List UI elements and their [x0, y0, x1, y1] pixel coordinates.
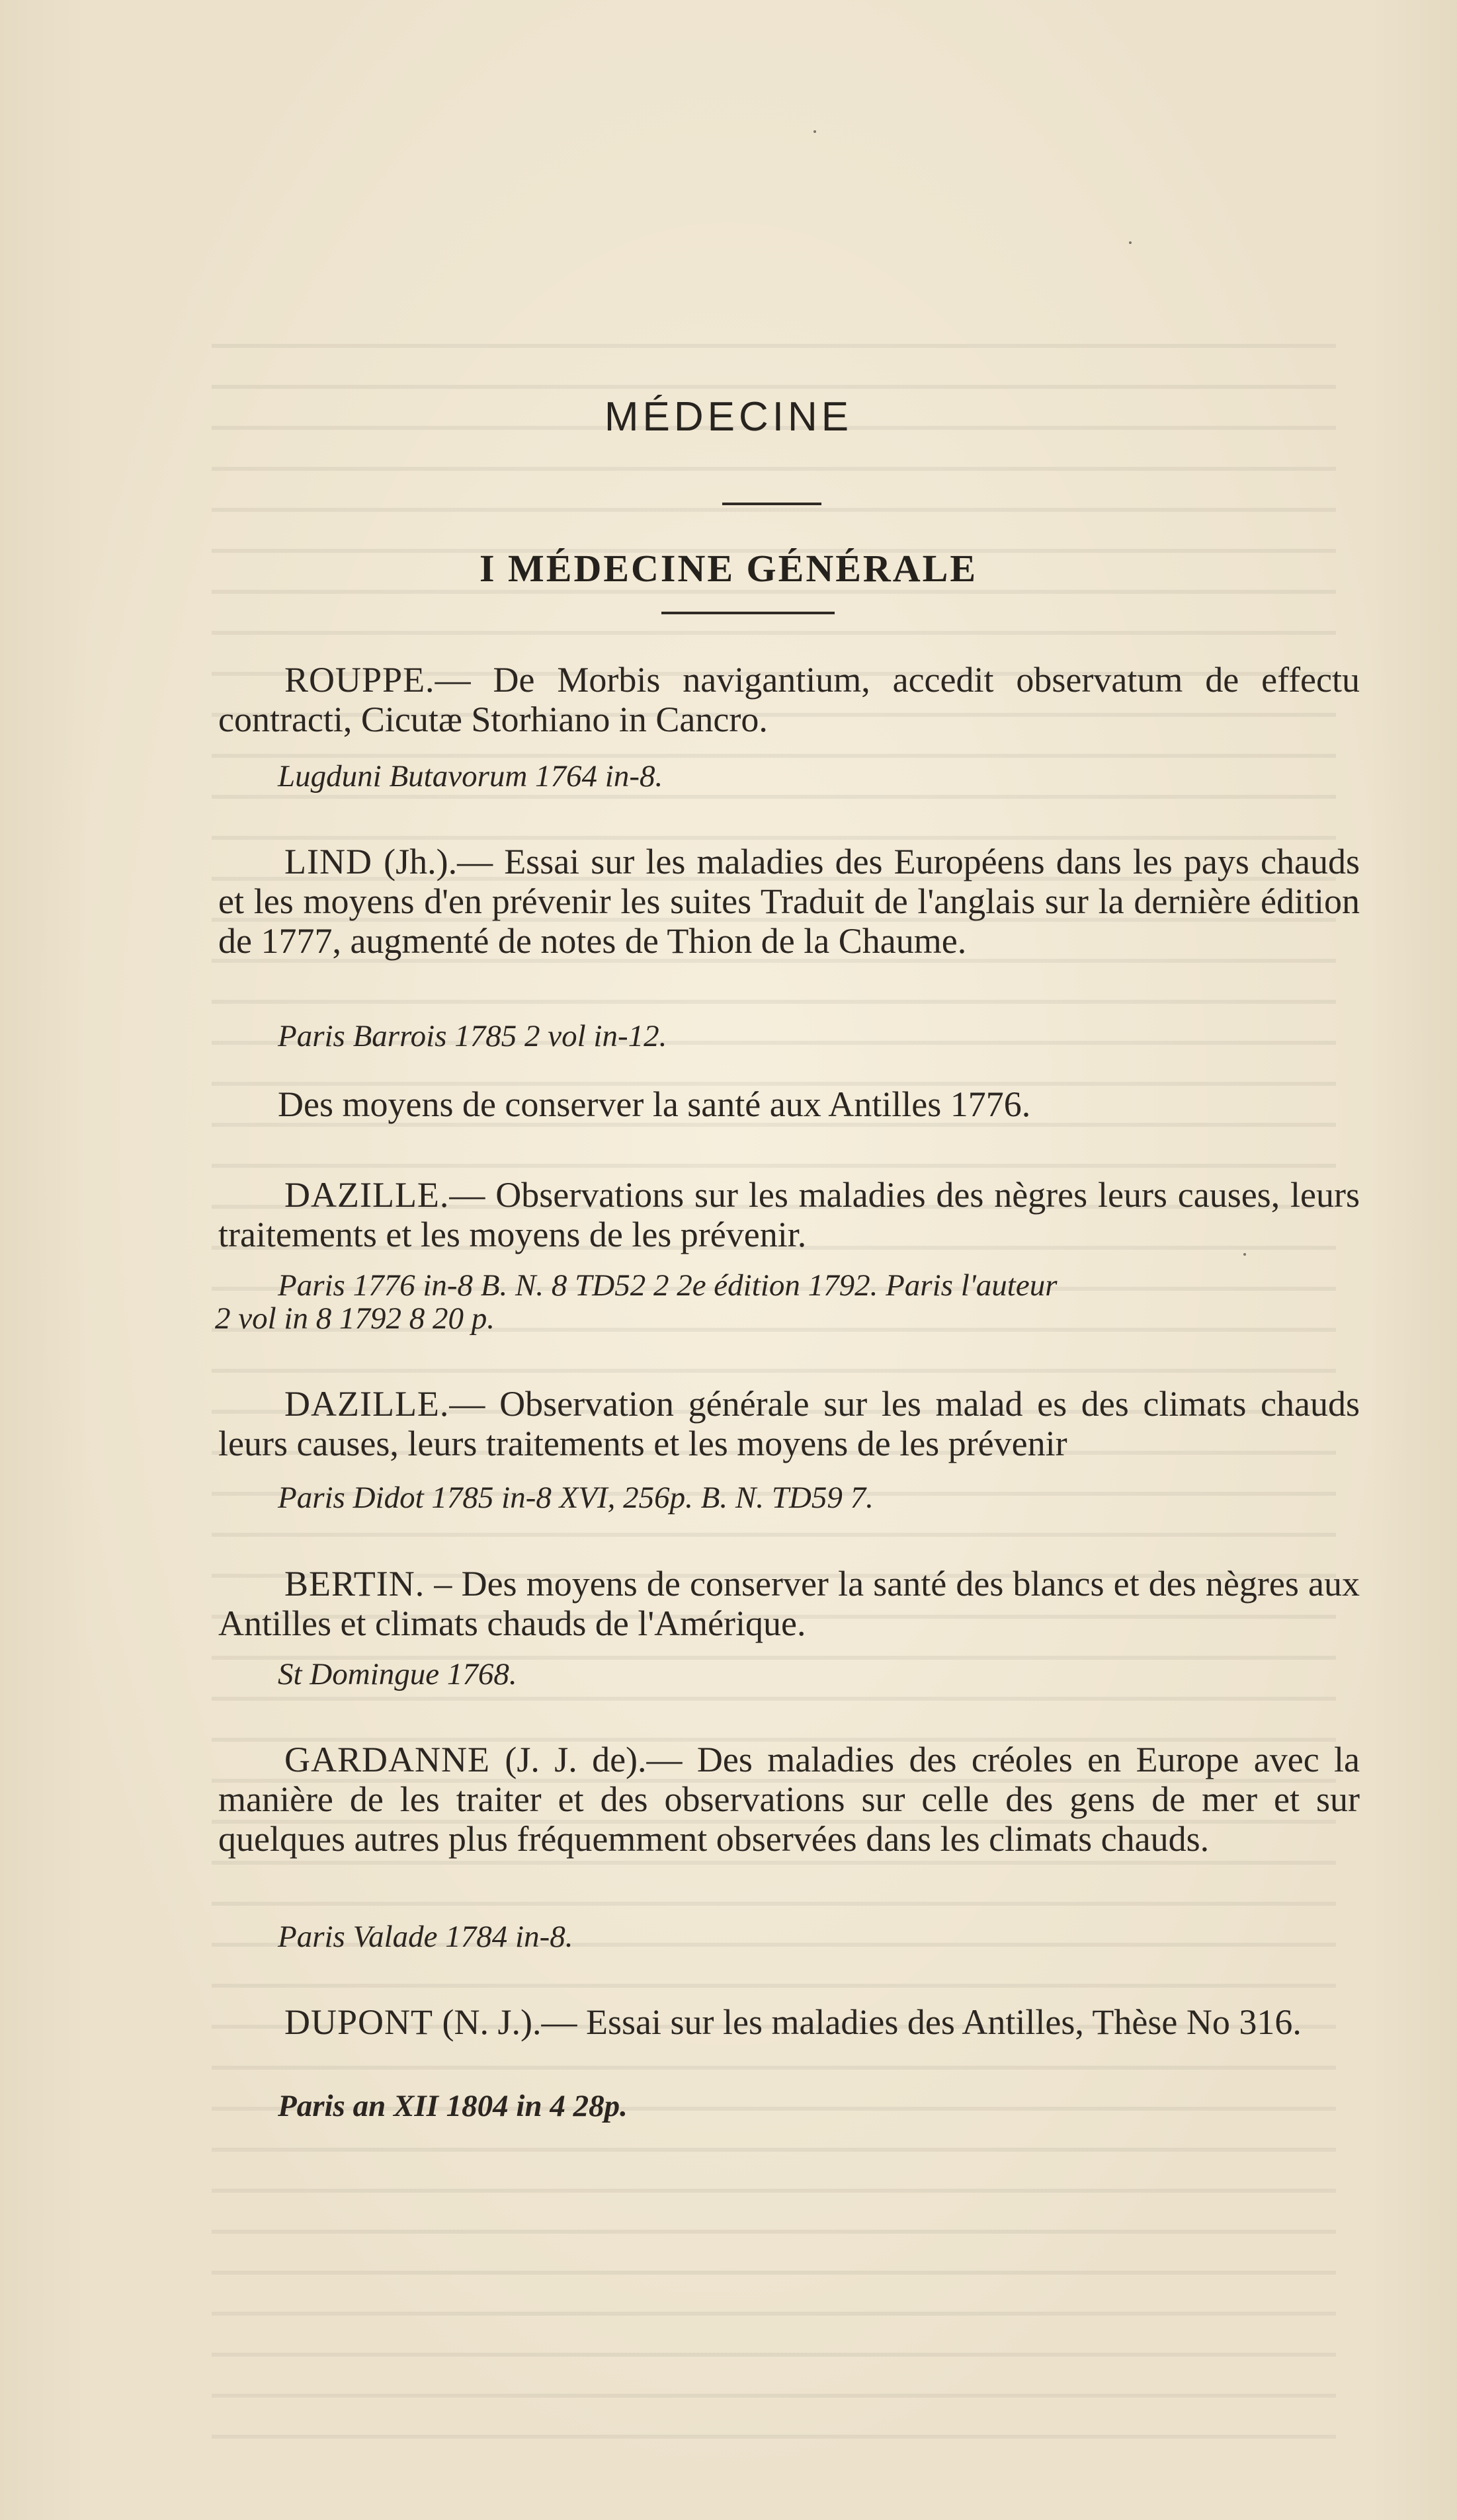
bibliography-entry-6 [218, 1740, 1360, 1859]
title-underline [722, 503, 821, 505]
entry-author: GARDANNE [284, 1740, 490, 1779]
entry-imprint: Lugduni Butavorum 1764 in-8. [278, 759, 663, 793]
entry-text: — Observation générale sur les malad es des climats chauds leurs causes, leurs traitements et les moyens de les prévenir [218, 1384, 1360, 1463]
bibliography-entry-2 [218, 842, 1360, 961]
entry-text: (Jh.).— Essai sur les maladies des Européens dans les pays chauds et les moyens d'en prévenir les suites Traduit de l'anglais sur la dernière édition de 1777, augmenté de notes de Thion de la Chaume. [218, 842, 1360, 961]
entry-imprint-line-2: 2 vol in 8 1792 8 20 p. [215, 1301, 495, 1336]
entry-author: LIND [284, 842, 372, 881]
entry-text: (N. J.).— Essai sur les maladies des Antilles, Thèse No 316. [433, 2002, 1302, 2042]
bibliography-entry-1 [218, 660, 1360, 739]
entry-author: DUPONT [284, 2002, 434, 2042]
entry-text: — Observations sur les maladies des nègres leurs causes, leurs traitements et les moyens de les prévenir. [218, 1175, 1360, 1254]
bibliography-entry-5 [218, 1564, 1360, 1643]
ink-speck [1129, 241, 1132, 244]
bibliography-entry-3 [218, 1175, 1360, 1254]
entry-author: ROUPPE. [284, 660, 435, 700]
entry-imprint: Paris Didot 1785 in-8 XVI, 256p. B. N. TD59 7. [278, 1481, 874, 1515]
entry-related-title: Des moyens de conserver la santé aux Antilles 1776. [278, 1084, 1031, 1124]
entry-imprint-line-1: Paris 1776 in-8 B. N. 8 TD52 2 2e édition 1792. Paris l'auteur [278, 1268, 1058, 1303]
entry-author: BERTIN. [284, 1564, 425, 1604]
page-title: MÉDECINE [604, 394, 853, 440]
bibliography-entry-4 [218, 1384, 1360, 1463]
bibliography-entry-7 [218, 2002, 1360, 2042]
entry-author: DAZILLE. [284, 1384, 450, 1424]
section-heading: I MÉDECINE GÉNÉRALE [479, 547, 978, 590]
entry-text: — De Morbis navigantium, accedit observatum de effectu contracti, Cicutæ Storhiano in Cancro. [218, 660, 1360, 739]
entry-text: (J. J. de).— Des maladies des créoles en Europe avec la manière de les traiter et des observations sur celle des gens de mer et sur quelques autres plus fréquemment observées dans les climats chauds. [218, 1740, 1360, 1859]
entry-imprint: St Domingue 1768. [278, 1657, 517, 1691]
entry-imprint: Paris Valade 1784 in-8. [278, 1920, 573, 1954]
section-underline [661, 612, 835, 614]
entry-author: DAZILLE. [284, 1175, 450, 1215]
ink-speck [813, 130, 816, 133]
entry-imprint: Paris Barrois 1785 2 vol in-12. [278, 1019, 667, 1053]
entry-text: – Des moyens de conserver la santé des blancs et des nègres aux Antilles et climats chauds de l'Amérique. [218, 1564, 1360, 1643]
entry-imprint: Paris an XII 1804 in 4 28p. [278, 2089, 628, 2123]
